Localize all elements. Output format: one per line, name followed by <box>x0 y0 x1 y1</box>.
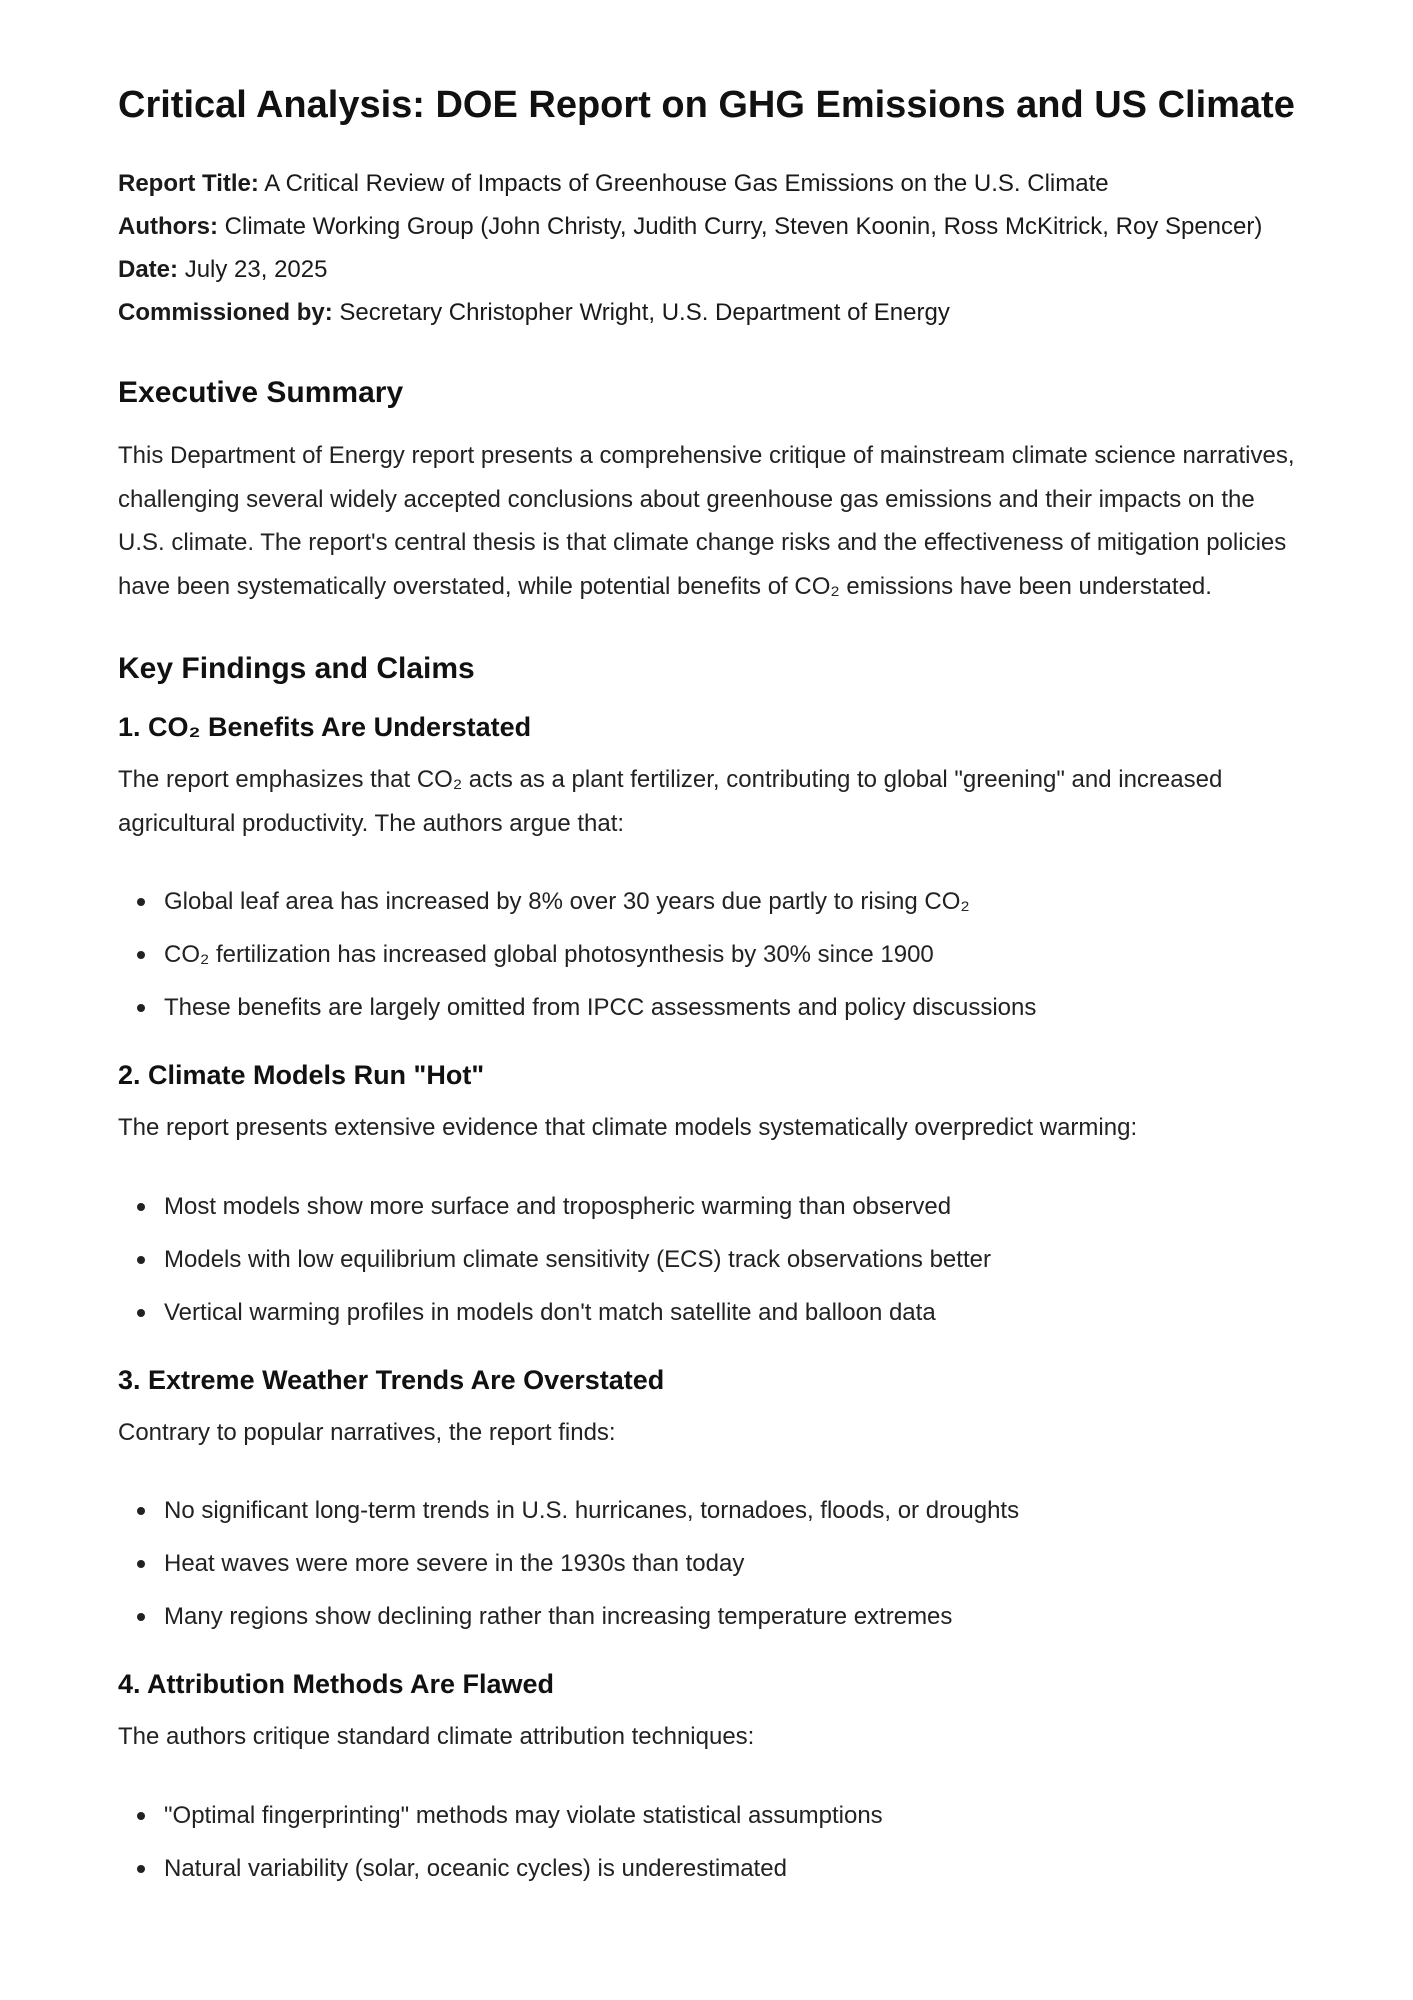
list-item: Most models show more surface and tropospheric warming than observed <box>164 1180 1303 1233</box>
list-item: These benefits are largely omitted from IPCC assessments and policy discussions <box>164 981 1303 1034</box>
key-findings-section <box>118 650 1303 1895</box>
meta-value: A Critical Review of Impacts of Greenhouse Gas Emissions on the U.S. Climate <box>264 170 1109 197</box>
list-item: No significant long-term trends in U.S. hurricanes, tornadoes, floods, or droughts <box>164 1484 1303 1537</box>
finding-intro: The report presents extensive evidence that climate models systematically overpredict warming: <box>118 1114 1138 1141</box>
finding-bullet-list <box>118 1180 1303 1339</box>
meta-label: Report Title: <box>118 170 259 197</box>
list-item: Vertical warming profiles in models don't match satellite and balloon data <box>164 1286 1303 1339</box>
list-item: Global leaf area has increased by 8% over 30 years due partly to rising CO₂ <box>164 875 1303 928</box>
finding-heading: 4. Attribution Methods Are Flawed <box>118 1669 555 1699</box>
list-item: Many regions show declining rather than increasing temperature extremes <box>164 1590 1303 1643</box>
executive-summary-text: This Department of Energy report presents a comprehensive critique of mainstream climate science narratives, challenging several widely accepted conclusions about greenhouse gas emissions and their impacts on the U.S. climate. The report's central thesis is that climate change risks and the effectiveness of mitigation policies have been systematically overstated, while potential benefits of CO₂ emissions have been understated. <box>118 442 1295 600</box>
finding-heading: 2. Climate Models Run "Hot" <box>118 1060 485 1090</box>
list-item: Natural variability (solar, oceanic cycles) is underestimated <box>164 1842 1303 1895</box>
meta-commissioned-by <box>118 291 1303 334</box>
list-item: Heat waves were more severe in the 1930s than today <box>164 1537 1303 1590</box>
finding-extreme-weather <box>118 1363 1303 1644</box>
finding-bullet-list <box>118 1484 1303 1643</box>
meta-label: Date: <box>118 256 179 283</box>
finding-models-run-hot <box>118 1058 1303 1339</box>
finding-co2-benefits <box>118 710 1303 1034</box>
document-title: Critical Analysis: DOE Report on GHG Emissions and US Climate <box>118 84 1295 126</box>
meta-value: Climate Working Group (John Christy, Judith Curry, Steven Koonin, Ross McKitrick, Roy Spencer) <box>224 213 1263 240</box>
meta-authors <box>118 205 1303 248</box>
list-item: CO₂ fertilization has increased global photosynthesis by 30% since 1900 <box>164 928 1303 981</box>
finding-intro: The report emphasizes that CO₂ acts as a plant fertilizer, contributing to global "greening" and increased agricultural productivity. The authors argue that: <box>118 766 1223 837</box>
executive-summary-heading: Executive Summary <box>118 376 404 409</box>
meta-value: Secretary Christopher Wright, U.S. Department of Energy <box>339 299 950 326</box>
list-item: Models with low equilibrium climate sensitivity (ECS) track observations better <box>164 1233 1303 1286</box>
finding-bullet-list <box>118 1789 1303 1895</box>
meta-label: Commissioned by: <box>118 299 333 326</box>
report-metadata <box>118 162 1303 334</box>
executive-summary-section <box>118 374 1303 608</box>
finding-bullet-list <box>118 875 1303 1034</box>
finding-heading: 1. CO₂ Benefits Are Understated <box>118 712 532 742</box>
finding-intro: Contrary to popular narratives, the report finds: <box>118 1418 616 1446</box>
finding-intro: The authors critique standard climate attribution techniques: <box>118 1723 755 1750</box>
meta-date <box>118 248 1303 291</box>
list-item: "Optimal fingerprinting" methods may violate statistical assumptions <box>164 1789 1303 1842</box>
key-findings-heading: Key Findings and Claims <box>118 652 475 685</box>
meta-value: July 23, 2025 <box>184 256 328 283</box>
finding-heading: 3. Extreme Weather Trends Are Overstated <box>118 1364 665 1395</box>
meta-report-title <box>118 162 1303 205</box>
finding-attribution-methods <box>118 1667 1303 1895</box>
meta-label: Authors: <box>118 213 218 240</box>
